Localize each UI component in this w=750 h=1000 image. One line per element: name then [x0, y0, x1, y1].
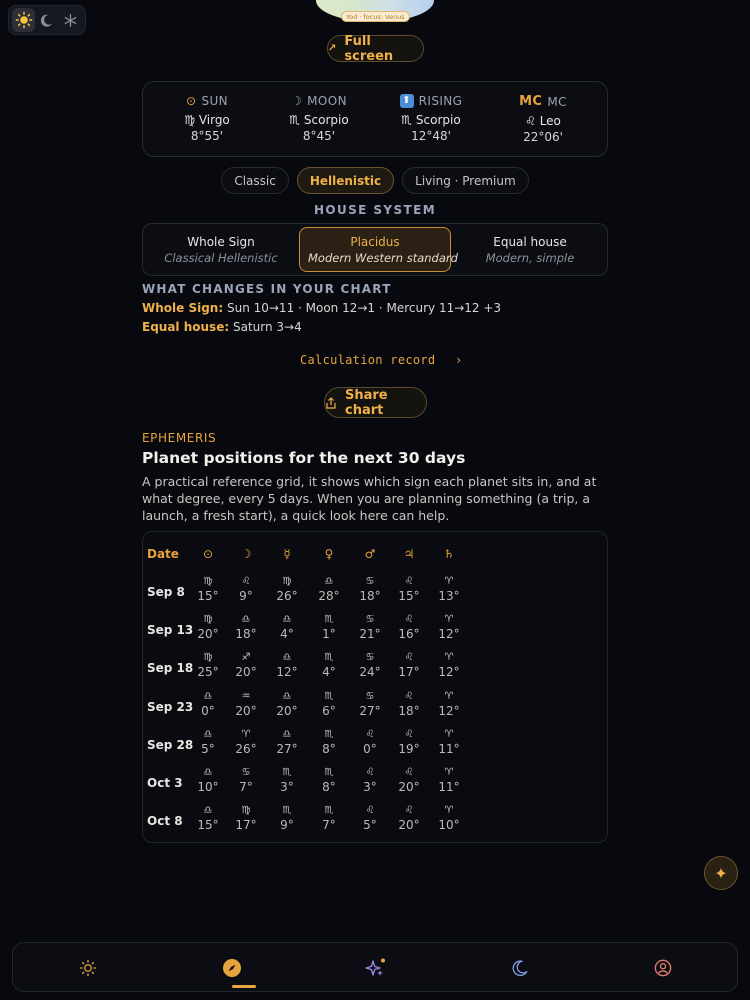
table-cell — [434, 613, 464, 642]
sign-glyph-icon: ♐ — [241, 652, 251, 664]
sign-glyph-icon: ♍ — [203, 652, 213, 664]
degree-value: 17° — [235, 818, 257, 833]
wheel-aspect-label: Yod · focus: Venus — [341, 11, 410, 22]
degree-value: 7° — [322, 818, 336, 833]
sign-glyph-icon: ♈ — [444, 728, 454, 740]
ephemeris-description: A practical reference grid, it shows which sign each planet sits in, and at what degree, every 5 days. When you are planning something (a trip, a launch, a fresh start), a quick look here can help. — [142, 474, 597, 523]
house-system-label: HOUSE SYSTEM — [313, 203, 437, 217]
degree-value: 12° — [438, 627, 460, 642]
sign-glyph-icon: ♌ — [365, 728, 375, 740]
sign-glyph-icon: ♈ — [444, 767, 454, 778]
sign-glyph-icon: ♎ — [241, 614, 251, 626]
rising-arrow-icon: ⬆ — [400, 94, 414, 108]
degree-value: 9° — [239, 589, 253, 603]
sign-glyph-icon: ♒ — [241, 690, 251, 702]
leo-icon: ♌ — [525, 114, 536, 128]
table-cell — [231, 613, 261, 642]
compass-icon — [222, 958, 242, 978]
table-cell — [434, 728, 464, 757]
house-option-equal[interactable] — [455, 227, 605, 272]
table-row — [143, 613, 609, 647]
scorpio-icon: ♏ — [401, 113, 413, 127]
sign-glyph-icon: ♏ — [282, 805, 292, 817]
degree-value: 24° — [359, 665, 381, 680]
sign-glyph-icon: ♎ — [282, 728, 292, 740]
table-cell — [434, 804, 464, 833]
change-text: Sun 10→11 · Moon 12→1 · Mercury 11→12 +3 — [226, 301, 502, 315]
table-cell — [193, 690, 223, 719]
sign-glyph-icon: ♌ — [404, 576, 414, 587]
rising-placement — [376, 94, 486, 156]
moon-glyph-icon: ☽ — [240, 547, 252, 561]
sign-glyph-icon: ♋ — [241, 767, 251, 778]
table-cell — [355, 728, 385, 757]
ephemeris-table — [142, 531, 608, 843]
sign-glyph-icon: ♋ — [365, 652, 375, 664]
saturn-glyph-icon: ♄ — [443, 547, 455, 561]
table-cell — [314, 613, 344, 642]
table-cell — [231, 651, 261, 680]
placement-sign: Virgo — [198, 113, 230, 127]
scorpio-icon: ♏ — [289, 113, 301, 127]
table-cell — [193, 613, 223, 642]
share-chart-label: Share chart — [345, 387, 388, 418]
placement-degree: 12°48' — [411, 129, 451, 143]
row-date: Sep 28 — [147, 737, 194, 752]
table-cell — [355, 804, 385, 833]
sign-glyph-icon: ♋ — [365, 690, 375, 702]
tab-classic[interactable]: Classic — [221, 167, 289, 194]
degree-value: 18° — [235, 627, 257, 642]
degree-value: 10° — [197, 780, 219, 794]
house-option-placidus[interactable] — [299, 227, 458, 272]
sun-placement — [152, 94, 262, 156]
active-tab-indicator — [232, 985, 256, 988]
placement-name: MOON — [307, 94, 347, 108]
nav-night[interactable] — [507, 955, 533, 981]
change-row — [142, 320, 612, 334]
ephemeris-eyebrow: EPHEMERIS — [142, 431, 217, 445]
bottom-nav — [12, 942, 738, 992]
degree-value: 18° — [398, 703, 420, 718]
sign-glyph-icon: ♏ — [324, 805, 334, 817]
table-cell — [314, 690, 344, 719]
mc-glyph-icon: MC — [519, 94, 543, 109]
table-cell — [193, 804, 223, 833]
degree-value: 12° — [438, 665, 460, 680]
table-cell — [314, 766, 344, 795]
table-cell — [193, 766, 223, 795]
table-row — [143, 766, 609, 800]
row-date: Oct 8 — [147, 814, 183, 829]
change-system: Equal house: — [142, 320, 230, 334]
sun-glyph-icon: ⊙ — [185, 94, 197, 108]
sign-glyph-icon: ♏ — [324, 767, 334, 778]
sign-glyph-icon: ♋ — [365, 614, 375, 626]
table-cell — [193, 728, 223, 757]
table-cell — [231, 690, 261, 719]
house-option-title: Placidus — [350, 234, 400, 249]
table-cell — [394, 575, 424, 604]
table-cell — [434, 690, 464, 719]
table-cell — [355, 766, 385, 795]
sign-glyph-icon: ♎ — [282, 652, 292, 664]
table-cell — [314, 575, 344, 604]
sign-glyph-icon: ♏ — [324, 728, 334, 740]
sun-icon — [79, 959, 97, 977]
degree-value: 3° — [363, 780, 377, 794]
degree-value: 16° — [398, 627, 420, 642]
table-cell — [231, 575, 261, 604]
degree-value: 20° — [235, 703, 257, 718]
sign-glyph-icon: ♎ — [282, 690, 292, 702]
full-screen-label: Full screen — [344, 33, 394, 64]
table-row — [143, 690, 609, 724]
table-cell — [314, 804, 344, 833]
row-date: Sep 13 — [147, 623, 194, 638]
degree-value: 11° — [438, 780, 460, 794]
house-system-selector — [142, 223, 608, 276]
placement-degree: 8°45' — [302, 129, 336, 143]
degree-value: 21° — [359, 627, 381, 642]
sign-glyph-icon: ♎ — [203, 728, 213, 740]
sign-glyph-icon: ♈ — [444, 805, 454, 817]
degree-value: 20° — [197, 627, 219, 642]
sign-glyph-icon: ♈ — [444, 576, 454, 587]
share-icon — [325, 397, 337, 409]
degree-value: 26° — [276, 589, 298, 603]
ai-assistant-button[interactable] — [704, 856, 738, 890]
degree-value: 27° — [276, 741, 298, 756]
venus-glyph-icon: ♀ — [324, 547, 334, 561]
table-cell — [231, 728, 261, 757]
table-cell — [272, 575, 302, 604]
row-date: Oct 3 — [147, 776, 183, 790]
calculation-record-label: Calculation record — [300, 353, 436, 367]
sparkle-icon: ✦ — [714, 863, 728, 883]
table-cell — [314, 728, 344, 757]
degree-value: 13° — [438, 589, 460, 603]
sign-glyph-icon: ♎ — [203, 690, 213, 702]
degree-value: 20° — [235, 665, 257, 680]
sign-glyph-icon: ♎ — [203, 767, 213, 778]
degree-value: 8° — [322, 780, 336, 794]
sign-glyph-icon: ♋ — [365, 576, 375, 587]
tab-hellenistic[interactable]: Hellenistic — [297, 167, 394, 194]
table-cell — [193, 575, 223, 604]
sign-glyph-icon: ♈ — [241, 728, 251, 740]
sign-glyph-icon: ♌ — [365, 767, 375, 778]
house-option-title: Whole Sign — [187, 234, 255, 249]
sign-glyph-icon: ♎ — [282, 614, 292, 626]
nav-today[interactable] — [75, 955, 101, 981]
row-date: Sep 23 — [147, 699, 194, 714]
tradition-tabs — [0, 167, 750, 194]
moon-icon — [511, 959, 529, 977]
mercury-glyph-icon: ☿ — [283, 547, 291, 561]
table-cell — [272, 690, 302, 719]
big-three-card — [142, 81, 608, 157]
degree-value: 9° — [280, 818, 294, 833]
table-row — [143, 728, 609, 762]
table-cell — [394, 613, 424, 642]
house-option-subtitle: Modern, simple — [485, 250, 575, 265]
table-row — [143, 651, 609, 685]
mc-placement — [488, 94, 598, 156]
table-row — [143, 575, 609, 609]
table-cell — [394, 728, 424, 757]
sign-glyph-icon: ♌ — [241, 576, 251, 587]
moon-icon[interactable] — [35, 8, 58, 32]
table-cell — [434, 651, 464, 680]
table-cell — [272, 728, 302, 757]
degree-value: 0° — [363, 741, 377, 756]
changes-heading: WHAT CHANGES IN YOUR CHART — [142, 282, 392, 296]
placement-sign: Leo — [539, 114, 561, 128]
calculation-record-link[interactable] — [300, 353, 463, 367]
house-option-subtitle: Classical Hellenistic — [164, 250, 278, 265]
sign-glyph-icon: ♍ — [203, 614, 213, 626]
table-cell — [394, 766, 424, 795]
sign-glyph-icon: ♌ — [404, 805, 414, 817]
house-option-title: Equal house — [493, 234, 567, 249]
table-cell — [231, 766, 261, 795]
sign-glyph-icon: ♏ — [282, 767, 292, 778]
placement-sign: Scorpio — [303, 113, 349, 127]
degree-value: 6° — [322, 703, 336, 718]
degree-value: 27° — [359, 703, 381, 718]
table-cell — [434, 766, 464, 795]
degree-value: 0° — [201, 703, 215, 718]
chevron-right-icon: › — [454, 353, 463, 367]
table-cell — [355, 690, 385, 719]
sign-glyph-icon: ♏ — [324, 614, 334, 626]
jupiter-glyph-icon: ♃ — [403, 547, 415, 561]
placement-name: MC — [547, 94, 567, 109]
sign-glyph-icon: ♍ — [241, 805, 251, 817]
theme-toggle — [8, 5, 86, 35]
sign-glyph-icon: ♌ — [404, 728, 414, 740]
moon-placement — [264, 94, 374, 156]
full-screen-button[interactable] — [327, 35, 424, 62]
placement-name: SUN — [201, 94, 229, 108]
degree-value: 15° — [197, 818, 219, 833]
sign-glyph-icon: ♌ — [404, 767, 414, 778]
change-row — [142, 301, 612, 315]
change-system: Whole Sign: — [142, 301, 224, 315]
date-header: Date — [147, 547, 179, 561]
sign-glyph-icon: ♍ — [203, 576, 213, 587]
sign-glyph-icon: ♏ — [324, 690, 334, 702]
degree-value: 15° — [197, 589, 219, 603]
sign-glyph-icon: ♌ — [404, 614, 414, 626]
degree-value: 18° — [359, 589, 381, 603]
degree-value: 12° — [438, 703, 460, 718]
degree-value: 10° — [438, 818, 460, 833]
degree-value: 20° — [398, 818, 420, 833]
degree-value: 8° — [322, 741, 336, 756]
sign-glyph-icon: ♌ — [404, 652, 414, 664]
table-cell — [355, 651, 385, 680]
share-chart-button[interactable] — [324, 387, 427, 418]
table-cell — [272, 766, 302, 795]
row-date: Sep 8 — [147, 585, 185, 599]
nav-insights[interactable] — [362, 955, 388, 981]
table-cell — [394, 651, 424, 680]
sun-glyph-icon: ⊙ — [202, 547, 214, 561]
degree-value: 3° — [280, 780, 294, 794]
table-cell — [394, 804, 424, 833]
degree-value: 4° — [280, 627, 294, 642]
ephemeris-title: Planet positions for the next 30 days — [142, 449, 466, 467]
sign-glyph-icon: ♌ — [365, 805, 375, 817]
degree-value: 20° — [398, 780, 420, 794]
sign-glyph-icon: ♍ — [282, 576, 292, 587]
mars-glyph-icon: ♂ — [364, 547, 376, 561]
degree-value: 25° — [197, 665, 219, 680]
row-date: Sep 18 — [147, 661, 194, 676]
virgo-icon: ♍ — [184, 113, 195, 127]
degree-value: 5° — [363, 818, 377, 833]
degree-value: 11° — [438, 741, 460, 756]
degree-value: 1° — [322, 627, 336, 642]
degree-value: 28° — [318, 589, 340, 603]
nav-profile[interactable] — [650, 955, 676, 981]
table-cell — [193, 651, 223, 680]
expand-icon: ↗ — [328, 43, 337, 54]
degree-value: 4° — [322, 665, 336, 680]
house-option-subtitle: Modern Western standard — [308, 250, 458, 265]
degree-value: 12° — [276, 665, 298, 680]
placement-degree: 22°06' — [523, 130, 563, 144]
table-cell — [355, 613, 385, 642]
star-icon[interactable] — [59, 8, 82, 32]
placement-degree: 8°55' — [190, 129, 224, 143]
table-cell — [394, 690, 424, 719]
sign-glyph-icon: ♌ — [404, 690, 414, 702]
degree-value: 17° — [398, 665, 420, 680]
sparkles-icon — [364, 957, 386, 979]
sign-glyph-icon: ♏ — [324, 652, 334, 664]
degree-value: 20° — [276, 703, 298, 718]
table-cell — [434, 575, 464, 604]
sun-icon[interactable] — [12, 8, 35, 32]
nav-explore[interactable] — [219, 955, 245, 981]
sign-glyph-icon: ♈ — [444, 690, 454, 702]
degree-value: 26° — [235, 741, 257, 756]
table-cell — [314, 651, 344, 680]
table-cell — [272, 651, 302, 680]
house-option-whole-sign[interactable] — [147, 227, 295, 272]
degree-value: 5° — [201, 741, 215, 756]
sign-glyph-icon: ♎ — [324, 576, 334, 587]
placement-name: RISING — [418, 94, 463, 108]
change-text: Saturn 3→4 — [232, 320, 302, 334]
table-cell — [231, 804, 261, 833]
tab-living-premium[interactable]: Living · Premium — [402, 167, 529, 194]
table-cell — [355, 575, 385, 604]
sign-glyph-icon: ♈ — [444, 614, 454, 626]
sign-glyph-icon: ♎ — [203, 805, 213, 817]
table-cell — [272, 804, 302, 833]
degree-value: 19° — [398, 741, 420, 756]
placement-sign: Scorpio — [415, 113, 461, 127]
degree-value: 15° — [398, 589, 420, 603]
moon-glyph-icon: ☽ — [291, 94, 303, 108]
chart-changes — [142, 282, 612, 334]
table-cell — [272, 613, 302, 642]
table-row — [143, 804, 609, 838]
sign-glyph-icon: ♈ — [444, 652, 454, 664]
profile-icon — [654, 959, 672, 977]
degree-value: 7° — [239, 780, 253, 794]
